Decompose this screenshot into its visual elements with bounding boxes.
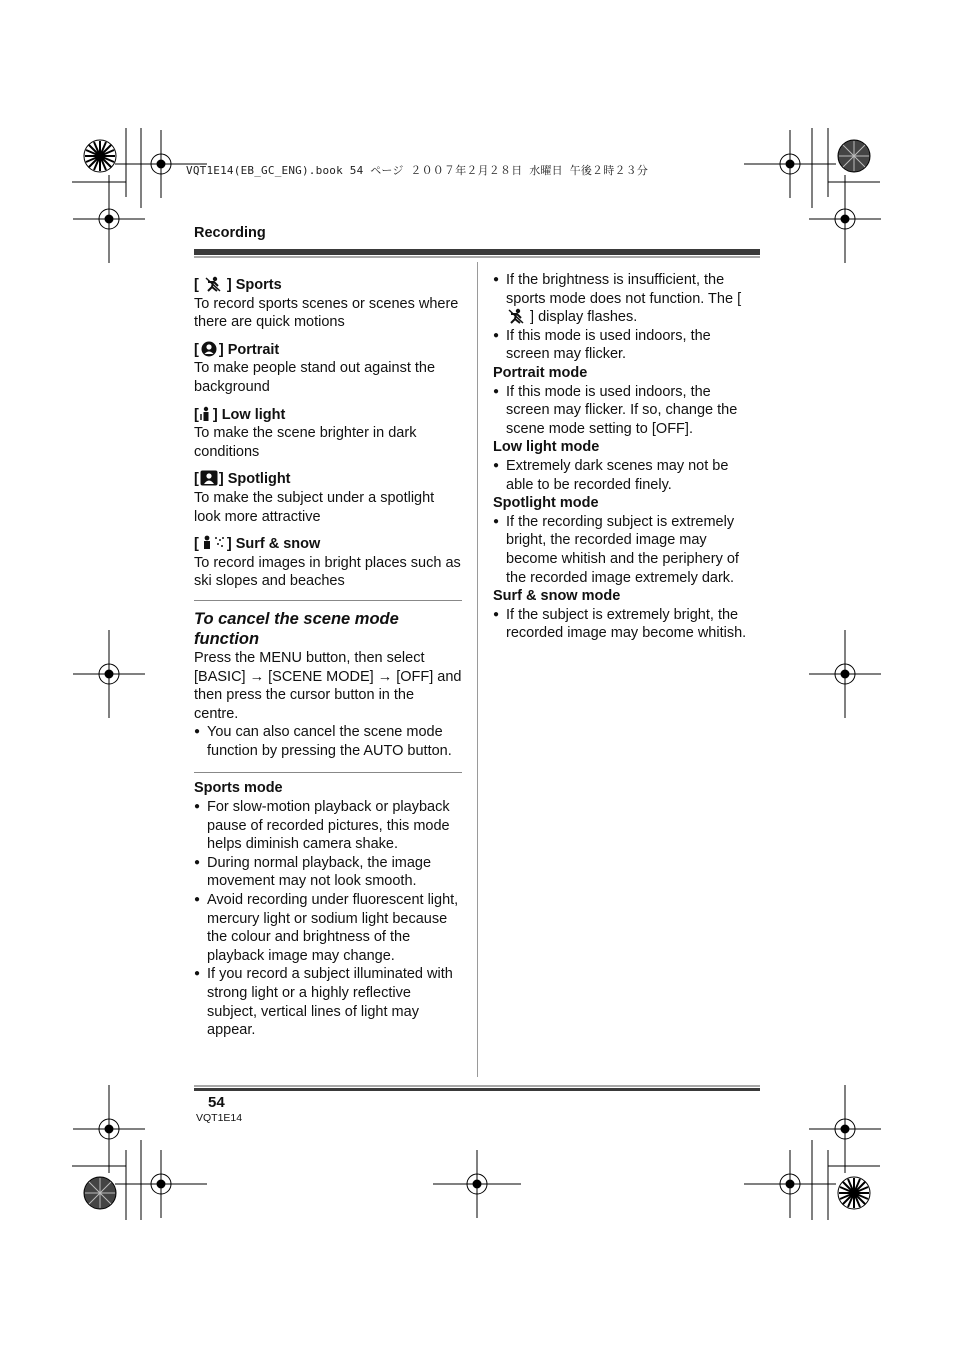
- footer-rule-thin: [194, 1085, 760, 1087]
- scene-item-sports: [ ] Sports To record sports scenes or scenes where there are quick motions: [194, 276, 462, 332]
- portrait-mode-bullet: ● If this mode is used indoors, the screen may flicker. If so, change the scene mode setting to [OFF].: [493, 383, 755, 439]
- scene-item-desc: To record images in bright places such as ski slopes and beaches: [194, 554, 461, 590]
- surf-snow-mode-heading: Surf & snow mode: [493, 588, 621, 605]
- cancel-heading: To cancel the scene mode function: [194, 609, 399, 648]
- scene-item-low-light: [ ] Low light To make the scene brighter in dark conditions: [194, 406, 462, 462]
- cancel-bullet: ● You can also cancel the scene mode function by pressing the AUTO button.: [194, 723, 462, 760]
- header-rule: [194, 249, 760, 255]
- document-code: VQT1E14: [196, 1112, 243, 1124]
- column-divider: [477, 262, 478, 1077]
- scene-item-desc: To make the subject under a spotlight look more attractive: [194, 489, 435, 525]
- left-column: [194, 276, 462, 1040]
- print-info-line: VQT1E14(EB_GC_ENG).book 54 ページ ２００７年２月２８日 水曜日 午後２時２３分: [186, 164, 649, 177]
- sports-note-bullet: ● If the brightness is insufficient, the sports mode does not function. The [ ] display flashes.: [493, 271, 755, 327]
- right-column: [493, 271, 755, 643]
- scene-item-desc: To record sports scenes or scenes where there are quick motions: [194, 295, 459, 331]
- low-light-mode-bullet: ● Extremely dark scenes may not be able to be recorded finely.: [493, 457, 755, 494]
- low-light-mode-heading: Low light mode: [493, 439, 600, 456]
- sports-icon: [507, 308, 525, 324]
- surf-snow-icon: [200, 535, 226, 551]
- sports-mode-bullet: ● For slow-motion playback or playback pause of recorded pictures, this mode helps diminish camera shake.: [194, 798, 462, 854]
- portrait-mode-heading: Portrait mode: [493, 364, 588, 381]
- section-rule: [194, 772, 462, 773]
- sports-icon: [204, 276, 222, 292]
- sports-mode-heading: Sports mode: [194, 780, 283, 797]
- header-rule-thin: [194, 256, 760, 258]
- sports-mode-bullet: ● If you record a subject illuminated with strong light or a highly reflective subject, vertical lines of light may appear.: [194, 965, 462, 1039]
- low-light-icon: [200, 406, 212, 422]
- spotlight-mode-bullet: ● If the recording subject is extremely bright, the recorded image may become whitish and the periphery of the recorded image extremely dark.: [493, 513, 755, 587]
- footer-rule: [194, 1088, 760, 1091]
- section-title: Recording: [194, 225, 266, 241]
- surf-snow-mode-bullet: ● If the subject is extremely bright, the recorded image may become whitish.: [493, 606, 755, 643]
- portrait-icon: [200, 341, 218, 357]
- page-number: 54: [208, 1094, 225, 1111]
- scene-item-desc: To make the scene brighter in dark conditions: [194, 425, 417, 460]
- scene-item-portrait: [ ] Portrait To make people stand out against the background: [194, 341, 462, 397]
- section-rule: [194, 600, 462, 601]
- cancel-body: Press the MENU button, then select [BASIC] → [SCENE MODE] → [OFF] and then press the cursor button in the centre.: [194, 649, 462, 722]
- spotlight-icon: [200, 470, 218, 486]
- scene-item-surf-snow: [ ] Surf & snow To record images in bright places such as ski slopes and beaches: [194, 536, 461, 590]
- scene-item-desc: To make people stand out against the background: [194, 360, 436, 395]
- spotlight-mode-heading: Spotlight mode: [493, 495, 599, 512]
- sports-mode-bullet: ● Avoid recording under fluorescent light, mercury light or sodium light because the colour and brightness of the playback image may change.: [194, 891, 462, 965]
- sports-mode-bullet: ● During normal playback, the image movement may not look smooth.: [194, 854, 462, 891]
- scene-item-spotlight: [ ] Spotlight To make the subject under a spotlight look more attractive: [194, 470, 462, 526]
- sports-note-bullet: ● If this mode is used indoors, the screen may flicker.: [493, 327, 755, 364]
